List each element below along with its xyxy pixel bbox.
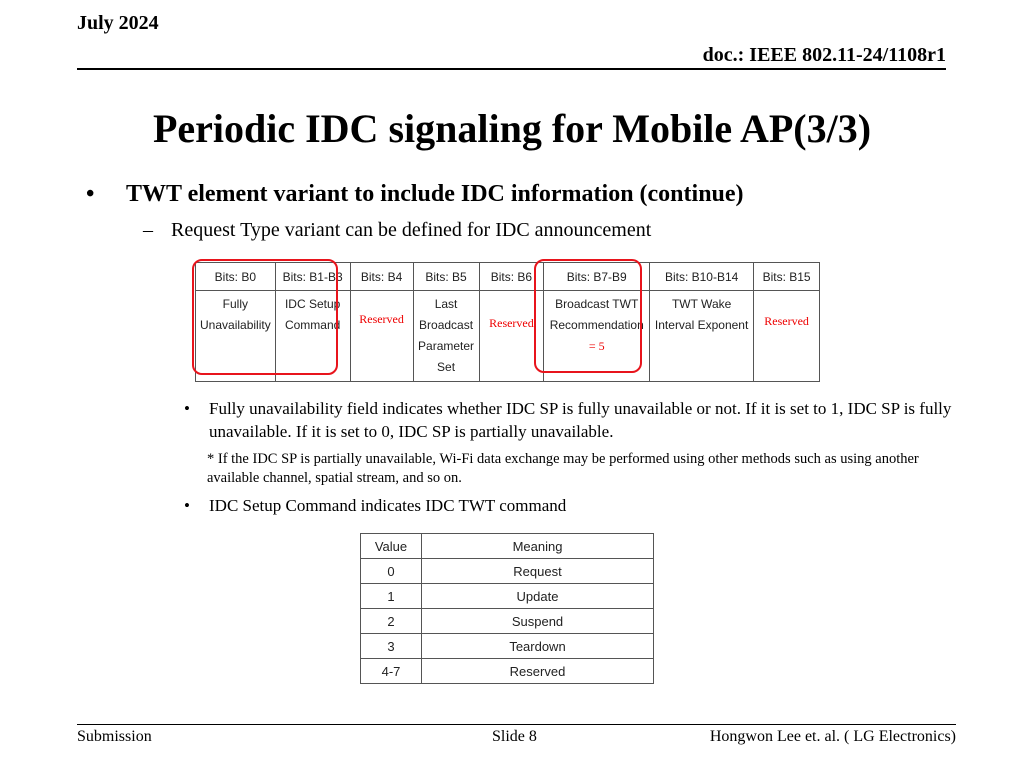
cmd-value: 3 — [361, 634, 422, 659]
cmd-meaning: Teardown — [422, 634, 654, 659]
cmd-value: 0 — [361, 559, 422, 584]
bullet-main: TWT element variant to include IDC information (continue) — [126, 181, 744, 207]
footer-author: Hongwon Lee et. al. ( LG Electronics) — [709, 728, 956, 745]
bits-cell: Last Broadcast Parameter Set — [413, 291, 479, 382]
bits-cell: Fully Unavailability — [196, 291, 276, 382]
bits-cell: IDC Setup Command — [275, 291, 350, 382]
bullet-fully-unavailability: Fully unavailability field indicates whether IDC SP is fully unavailable or not. If it is set to 1, IDC SP is fully unavailable. If it is set to 0, IDC SP is partially unavailable. — [209, 399, 952, 441]
bullet-marker: • — [184, 399, 190, 418]
bullet-marker: • — [86, 181, 95, 207]
footer-rule — [77, 724, 956, 725]
recommendation-value: = 5 — [588, 339, 605, 353]
cmd-header: Value — [361, 534, 422, 559]
cmd-meaning: Request — [422, 559, 654, 584]
bits-cell-reserved: Reserved — [754, 291, 820, 382]
bits-header: Bits: B4 — [350, 263, 413, 291]
table-row — [361, 559, 654, 584]
bits-cell-reserved: Reserved — [350, 291, 413, 382]
header-date: July 2024 — [77, 12, 159, 34]
slide-title: Periodic IDC signaling for Mobile AP(3/3) — [152, 106, 872, 151]
footer-submission: Submission — [77, 728, 152, 745]
footer-slide-number: Slide 8 — [492, 728, 537, 745]
note: * If the IDC SP is partially unavailable, Wi-Fi data exchange may be performed using other methods such as using another available channel, spatial stream, and so on. — [207, 451, 919, 486]
cmd-value: 4-7 — [361, 659, 422, 684]
bits-header: Bits: B15 — [754, 263, 820, 291]
dash-marker: – — [143, 219, 153, 241]
highlight-box-b0-b3 — [192, 259, 338, 375]
cmd-meaning: Update — [422, 584, 654, 609]
table-row — [361, 609, 654, 634]
bits-cell-label: Broadcast TWT Recommendation — [549, 297, 644, 332]
header-rule — [77, 68, 946, 70]
table-row — [361, 584, 654, 609]
bits-header: Bits: B7-B9 — [544, 263, 650, 291]
bits-cell-reserved: Reserved — [479, 291, 544, 382]
sub-bullet: Request Type variant can be defined for IDC announcement — [171, 219, 652, 241]
command-table — [360, 533, 654, 684]
table-row — [361, 659, 654, 684]
bits-header: Bits: B0 — [196, 263, 276, 291]
highlight-box-b7-b9 — [534, 259, 642, 373]
bits-header: Bits: B10-B14 — [650, 263, 754, 291]
table-row — [361, 634, 654, 659]
cmd-meaning: Suspend — [422, 609, 654, 634]
bullet-idc-setup: IDC Setup Command indicates IDC TWT command — [209, 496, 567, 515]
bits-header: Bits: B5 — [413, 263, 479, 291]
bits-header: Bits: B6 — [479, 263, 544, 291]
bits-cell: TWT Wake Interval Exponent — [650, 291, 754, 382]
bits-header: Bits: B1-B3 — [275, 263, 350, 291]
cmd-meaning: Reserved — [422, 659, 654, 684]
cmd-value: 2 — [361, 609, 422, 634]
cmd-value: 1 — [361, 584, 422, 609]
cmd-header: Meaning — [422, 534, 654, 559]
header-doc: doc.: IEEE 802.11-24/1108r1 — [702, 44, 946, 66]
bullet-marker: • — [184, 496, 190, 515]
